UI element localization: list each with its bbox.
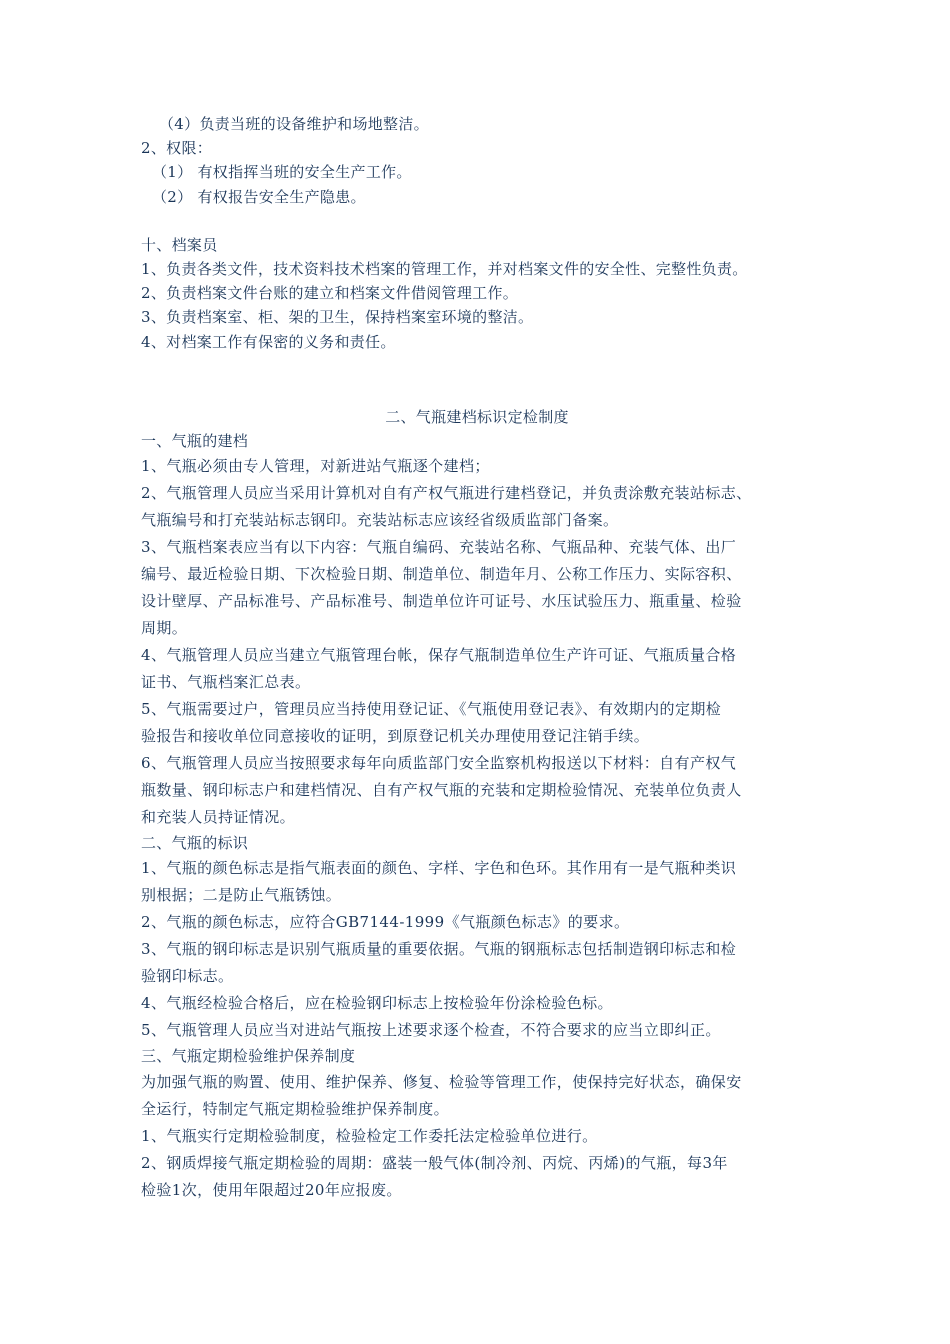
text-line: 验钢印标志。 bbox=[141, 967, 234, 986]
text-line: 4、气瓶管理人员应当建立气瓶管理台帐，保存气瓶制造单位生产许可证、气瓶质量合格 bbox=[141, 646, 737, 665]
subsection-heading: 三、气瓶定期检验维护保养制度 bbox=[141, 1047, 356, 1066]
text-line: （4）负责当班的设备维护和场地整洁。 bbox=[159, 115, 429, 133]
text-line: 3、气瓶档案表应当有以下内容：气瓶自编码、充装站名称、气瓶品种、充装气体、出厂 bbox=[141, 538, 737, 557]
text-line: 6、气瓶管理人员应当按照要求每年向质监部门安全监察机构报送以下材料：自有产权气 bbox=[141, 754, 737, 773]
text-line: 瓶数量、钢印标志户和建档情况、自有产权气瓶的充装和定期检验情况、充装单位负责人 bbox=[141, 781, 742, 800]
text-line: 检验1次，使用年限超过20年应报废。 bbox=[141, 1180, 402, 1199]
spacer bbox=[141, 209, 813, 233]
text-line: 证书、气瓶档案汇总表。 bbox=[141, 673, 311, 692]
text-line: 全运行，特制定气瓶定期检验维护保养制度。 bbox=[141, 1099, 450, 1118]
spacer bbox=[141, 354, 813, 405]
list-item: 2、负责档案文件台账的建立和档案文件借阅管理工作。 bbox=[141, 284, 519, 303]
document-page bbox=[141, 112, 813, 1204]
text-line: 5、气瓶需要过户，管理员应当持使用登记证、《气瓶使用登记表》、有效期内的定期检 bbox=[141, 700, 722, 719]
text-line: 1、气瓶的颜色标志是指气瓶表面的颜色、字样、字色和色环。其作用有一是气瓶种类识 bbox=[141, 859, 737, 878]
text-line: 别根据；二是防止气瓶锈蚀。 bbox=[141, 886, 342, 905]
text-line: 2、气瓶管理人员应当采用计算机对自有产权气瓶进行建档登记，并负责涂敷充装站标志、 bbox=[141, 484, 752, 503]
text-line: 3、气瓶的钢印标志是识别气瓶质量的重要依据。气瓶的钢瓶标志包括制造钢印标志和检 bbox=[141, 940, 737, 959]
document-title: 二、气瓶建档标识定检制度 bbox=[385, 407, 569, 426]
list-item: 1、负责各类文件，技术资料技术档案的管理工作，并对档案文件的安全性、完整性负责。 bbox=[141, 260, 748, 279]
list-item: 4、对档案工作有保密的义务和责任。 bbox=[141, 332, 396, 351]
section-heading: 十、档案员 bbox=[141, 235, 218, 254]
text-line: 验报告和接收单位同意接收的证明，到原登记机关办理使用登记注销手续。 bbox=[141, 727, 650, 746]
text-line: （1） 有权指挥当班的安全生产工作。 bbox=[152, 163, 412, 182]
text-line: 气瓶编号和打充装站标志钢印。充装站标志应该经省级质监部门备案。 bbox=[141, 511, 619, 530]
text-line: 2、权限： bbox=[141, 139, 213, 158]
text-line: 2、钢质焊接气瓶定期检验的周期：盛装一般气体(制冷剂、丙烷、丙烯)的气瓶，每3年 bbox=[141, 1153, 728, 1172]
text-line: 2、气瓶的颜色标志，应符合GB7144-1999《气瓶颜色标志》的要求。 bbox=[141, 913, 630, 932]
text-line: 设计壁厚、产品标准号、产品标准号、制造单位许可证号、水压试验压力、瓶重量、检验 bbox=[141, 592, 742, 611]
list-item: 3、负责档案室、柜、架的卫生，保持档案室环境的整洁。 bbox=[141, 308, 534, 327]
text-line: 4、气瓶经检验合格后，应在检验钢印标志上按检验年份涂检验色标。 bbox=[141, 994, 613, 1013]
text-line: 5、气瓶管理人员应当对进站气瓶按上述要求逐个检查，不符合要求的应当立即纠正。 bbox=[141, 1021, 721, 1040]
text-line: （2） 有权报告安全生产隐患。 bbox=[152, 187, 366, 206]
subsection-heading: 二、气瓶的标识 bbox=[141, 834, 249, 853]
text-line: 1、气瓶实行定期检验制度，检验检定工作委托法定检验单位进行。 bbox=[141, 1126, 598, 1145]
text-line: 为加强气瓶的购置、使用、维护保养、修复、检验等管理工作，使保持完好状态，确保安 bbox=[141, 1072, 742, 1091]
subsection-heading: 一、气瓶的建档 bbox=[141, 432, 249, 451]
text-line: 周期。 bbox=[141, 619, 188, 638]
text-line: 1、气瓶必须由专人管理，对新进站气瓶逐个建档； bbox=[141, 457, 490, 476]
text-line: 和充装人员持证情况。 bbox=[141, 808, 296, 827]
text-line: 编号、最近检验日期、下次检验日期、制造单位、制造年月、公称工作压力、实际容积、 bbox=[141, 565, 742, 584]
